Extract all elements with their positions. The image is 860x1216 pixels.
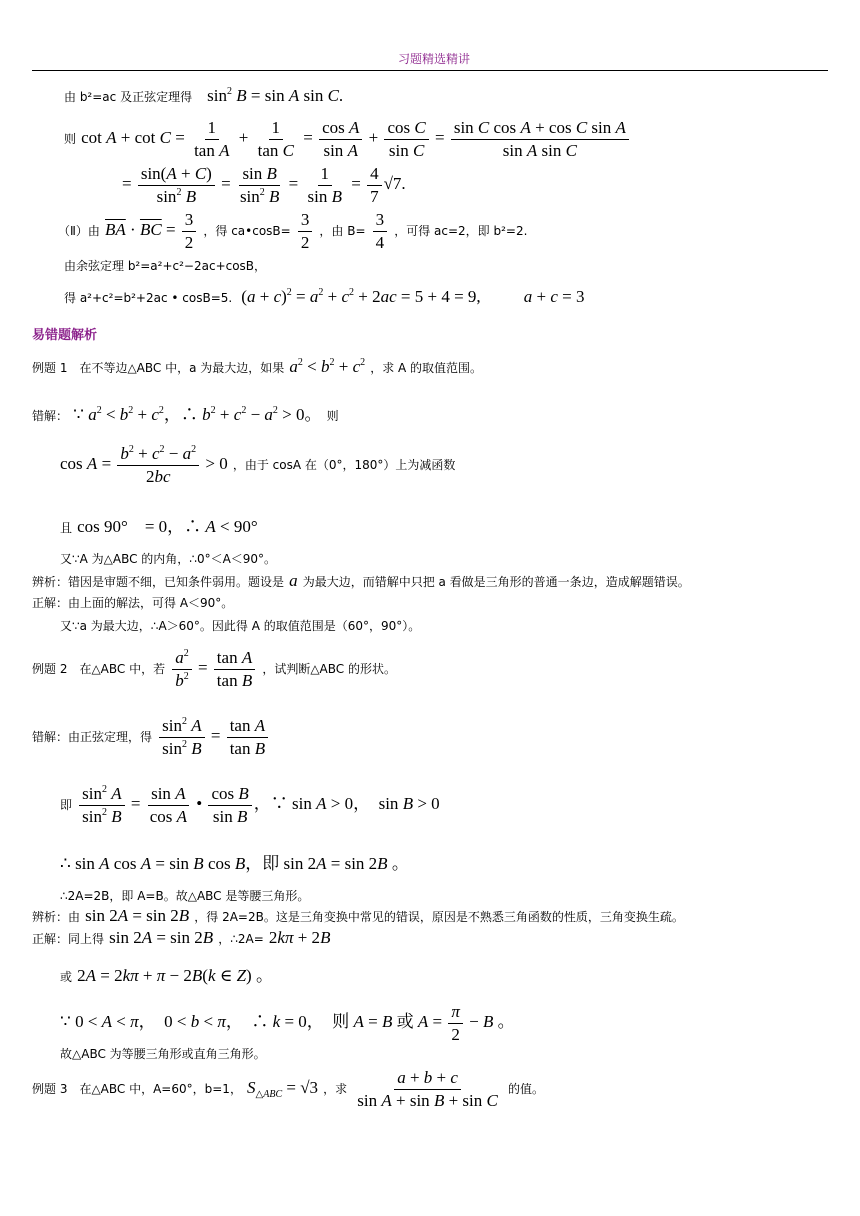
ex1-cos-formula: cos A = $\frac{b^2 + c^2 - a^2}{2bc}$ > 0 <box>60 444 228 486</box>
ex2-title-text: 例题 2 在△ABC 中，若 <box>32 661 166 676</box>
line-cosine-law: 由余弦定理 b²=a²+c²−2ac+cosB， <box>64 259 267 273</box>
ex3-title <box>32 1068 544 1110</box>
ex2-or-formula: 2A = 2kπ + π − 2B(k ∈ Z) 。 <box>77 966 273 985</box>
ex2-wrong-text: 错解：由正弦定理，得 <box>32 729 153 744</box>
ex1-and <box>60 512 258 537</box>
ex2-correct <box>32 928 330 948</box>
ex1-wrong <box>32 400 339 425</box>
formula-sin2b: $\sin^2 B = \sin A$ sin C. <box>207 86 344 105</box>
ex1-wrong-label: 错解： <box>32 409 69 423</box>
ex2-analysis <box>32 906 684 926</box>
line-part2 <box>58 210 527 252</box>
ex2-correct-formula: sin 2A = sin 2B <box>109 928 214 947</box>
ex1-cos-text: ，由于 cosA 在（0°，180°）上为减函数 <box>232 457 456 472</box>
ex2-or <box>60 961 273 986</box>
ze-label: 则 <box>64 131 77 146</box>
a2c2-text: 得 a²+c²=b²+2ac • cosB=5. <box>64 291 233 305</box>
ex2-step3: ∴2A=2B，即 A=B。故△ABC 是等腰三角形。 <box>60 889 310 903</box>
b2ac-text: 由 b²=ac 及正弦定理得 <box>64 90 193 104</box>
ex1-analysis-a: a <box>289 571 298 590</box>
page-header: 习题精选精讲 <box>398 52 471 66</box>
ex1-wrong-formula: ∵ $a^2 < b^2 + c^2$，∴ $b^2 + c^2 - a^2 > 0$。 <box>73 405 322 424</box>
ex1-analysis-end: 为最大边，而错解中只把 a 看做是三角形的普通一条边，造成解题错误。 <box>302 575 690 589</box>
ex2-correct-formula2: 2kπ + 2B <box>268 928 331 947</box>
ex2-analysis-label: 辨析：由 <box>32 910 81 924</box>
line-cot-sum <box>64 118 631 160</box>
ex1-analysis <box>32 571 690 591</box>
ex2-range: ∵ 0 < A < π， 0 < b < π， ∴ k = 0， 则 A = B 或 A = $\frac{\pi}{2}$ − B 。 <box>60 1002 515 1044</box>
ex1-analysis-text: 辨析：错因是审题不细，已知条件弱用。题设是 <box>32 575 285 589</box>
formula-ba-bc: $\overline{BA} \cdot \overline{BC}$ = $\frac{3}{2}$ <box>105 220 198 239</box>
header-rule <box>32 70 828 71</box>
ex2-wrong <box>32 716 270 758</box>
ex3-title-text: 例题 3 在△ABC 中，A=60°，b=1， <box>32 1081 242 1096</box>
ex2-condition: $\frac{a^2}{b^2}$ = $\frac{\text{tan A}}{\text{tan B}}$ <box>170 658 257 677</box>
ex3-end: 的值。 <box>507 1081 544 1096</box>
ex2-or-label: 或 <box>60 970 73 984</box>
line-b2ac <box>64 86 343 106</box>
frac-3-4: $\frac{3}{4}$ <box>371 220 390 239</box>
ex2-ji-formula: $\frac{\sin^2 A}{\sin^2 B}$ = $\frac{\text{sin A}}{\text{cos A}}$ • $\frac{\text{cos B}}{\text{sin B}}$ ，∵ sin A > 0， sin B > 0 <box>77 794 440 813</box>
ex3-area: $S_{\triangle ABC} = √3$ <box>247 1077 319 1100</box>
formula-cot-result: = $\frac{\sin(A + C)}{\sin^2 B}$ = $\frac{\text{sin B}}{\sin^2 B}$ = $\frac{1}{\text{sin B}}$ = $\frac{4}{7}$ √7. <box>122 164 406 206</box>
ex2-correct-mid: ，∴2A= <box>218 932 264 946</box>
formula-cot-sum: cot A + cot C = $\frac{1}{\text{tan A}}$ + $\frac{1}{\text{tan C}}$ = $\frac{\text{cos A}}{\text{sin A}}$ + $\frac{\text{cos C}}{\text{sin C}}$ = $\frac{\text{sin C cos A + cos C sin A}}{\text{sin A sin C}}$ <box>81 128 631 147</box>
ex2-title-end: ，试判断△ABC 的形状。 <box>262 661 396 676</box>
part2-label: （Ⅱ）由 <box>58 223 100 238</box>
ex2-correct-label: 正解：同上得 <box>32 932 105 946</box>
ex1-condition: $a^2 < b^2 + c^2$ <box>289 357 366 376</box>
ex1-title <box>32 357 482 377</box>
line-a-plus-c <box>64 287 585 307</box>
ex1-also: 又∵a 为最大边，∴A＞60°。因此得 A 的取值范围是（60°，90°）。 <box>60 619 421 633</box>
ex2-wrong-formula: $\frac{\sin^2 A}{\sin^2 B}$ = $\frac{\text{tan A}}{\text{tan B}}$ <box>157 726 270 745</box>
ex2-ji-label: 即 <box>60 797 73 812</box>
ex1-and-formula: cos 90° = 0，∴ A < 90° <box>77 517 258 536</box>
ex2-analysis-formula: sin 2A = sin 2B <box>85 906 190 925</box>
ex3-mid: ，求 <box>323 1081 348 1096</box>
ex1-and-label: 且 <box>60 521 73 535</box>
part2-text-b: ，由 B= <box>319 223 366 238</box>
ex1-title-end: ，求 A 的取值范围。 <box>370 361 483 375</box>
ex2-conclusion: 故△ABC 为等腰三角形或直角三角形。 <box>60 1047 266 1061</box>
ex2-analysis-mid: ，得 2A=2B。这是三角变换中常见的错误，原因是不熟悉三角函数的性质，三角变换生疏。 <box>194 910 684 924</box>
ex1-inner: 又∵A 为△ABC 的内角，∴0°＜A＜90°。 <box>60 552 277 566</box>
formula-sum-square: $(a + c)^2 = a^2 + c^2 + 2ac = 5 + 4 = 9$, <box>241 287 481 306</box>
ex3-expression: $\frac{a + b + c}{\text{sin A + sin B + sin C}}$ <box>357 1068 498 1110</box>
ex2-therefore: ∴ sin A cos A = sin B cos B，即 sin 2A = sin 2B 。 <box>60 854 409 873</box>
part2-text-a: ，得 ca•cosB= <box>203 223 291 238</box>
section-title: 易错题解析 <box>32 328 98 343</box>
formula-a-plus-c: a + c = 3 <box>523 287 585 306</box>
ex1-wrong-end: 则 <box>326 409 339 423</box>
ex1-cos <box>60 444 455 486</box>
ex2-ji <box>60 784 440 826</box>
part2-text-c: ，可得 ac=2，即 b²=2. <box>394 223 528 238</box>
frac-3-2: $\frac{3}{2}$ <box>296 220 315 239</box>
ex1-title-text: 例题 1 在不等边△ABC 中，a 为最大边，如果 <box>32 361 285 375</box>
ex2-title <box>32 648 396 690</box>
ex1-correct: 正解：由上面的解法，可得 A＜90°。 <box>32 596 234 610</box>
